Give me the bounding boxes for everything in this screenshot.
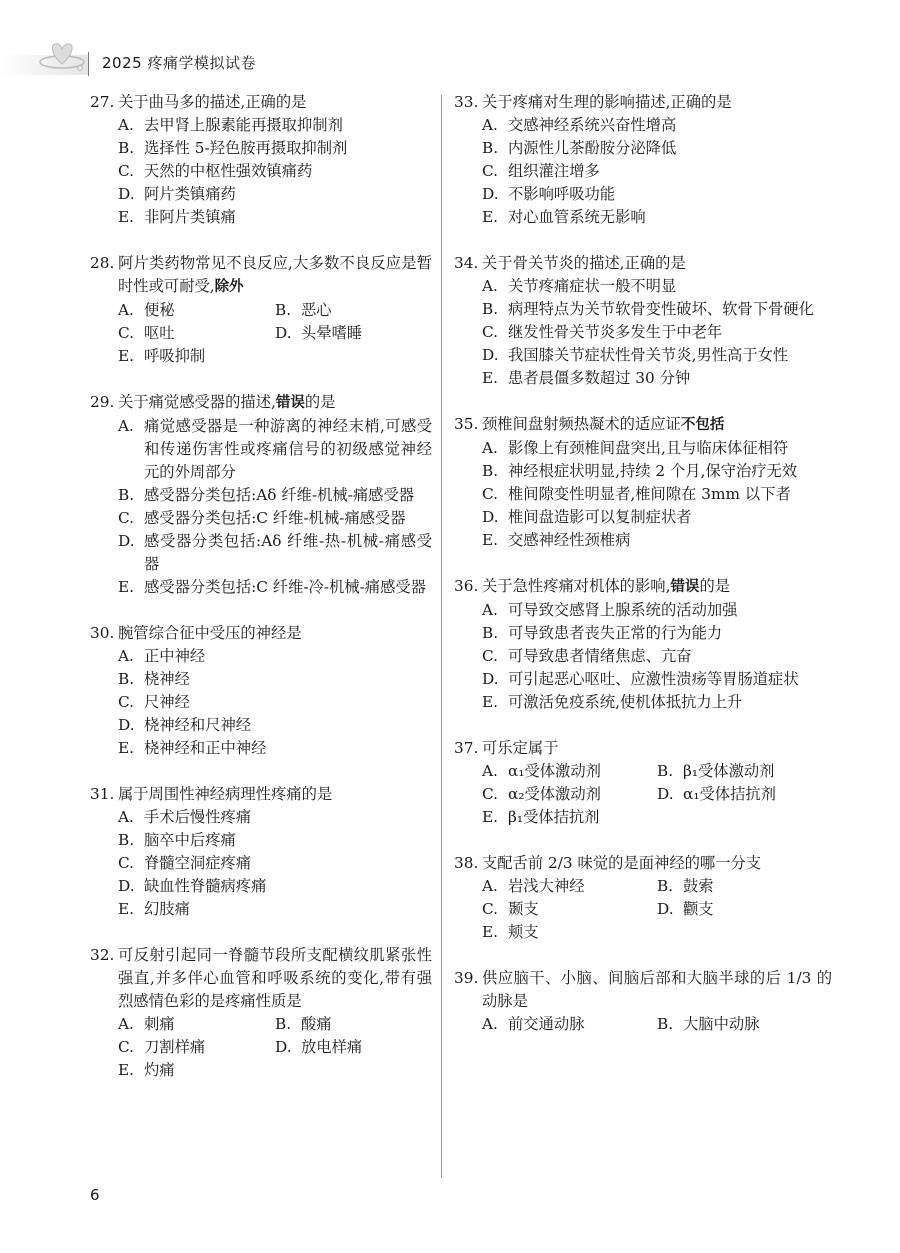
right-column: [454, 91, 832, 1059]
stem-text-main: 可反射引起同一脊髓节段所支配横纹肌紧张性强直,并多伴心血管和呼吸系统的变化,带有强烈感情色彩的是疼痛性质是: [118, 946, 432, 1010]
option: [657, 783, 832, 806]
option-text: 神经根症状明显,持续 2 个月,保守治疗无效: [508, 462, 798, 480]
option-letter: D.: [482, 346, 499, 364]
option: [482, 483, 832, 506]
question-text: [118, 252, 432, 299]
option: [482, 367, 832, 390]
option: [482, 645, 832, 668]
option-text: 不影响呼吸功能: [508, 185, 616, 203]
option: [657, 898, 832, 921]
question-stem: [90, 91, 432, 114]
options-list: [454, 1013, 832, 1036]
option-letter: A.: [118, 647, 134, 665]
stem-text-tail: 的是: [304, 393, 336, 411]
option: [118, 160, 432, 183]
option-text: 感受器分类包括:C 纤维-冷-机械-痛感受器: [144, 578, 426, 596]
option-letter: B.: [657, 877, 674, 895]
option-text: 缺血性脊髓病疼痛: [144, 877, 267, 895]
option: [482, 921, 832, 944]
question-stem: [454, 967, 832, 1013]
option: [275, 1036, 432, 1059]
option-text: 可导致患者情绪焦虑、亢奋: [508, 647, 692, 665]
question: [90, 252, 432, 368]
option-text: 可导致患者丧失正常的行为能力: [508, 624, 723, 642]
option: [118, 829, 432, 852]
options-list: [454, 875, 832, 944]
question-text: [482, 737, 832, 760]
option-text: 鼓索: [683, 877, 714, 895]
question-text: [118, 391, 432, 415]
option-text: 脑卒中后疼痛: [144, 831, 236, 849]
option-text: 患者晨僵多数超过 30 分钟: [508, 369, 691, 387]
options-list: [90, 114, 432, 229]
header-title: 2025 疼痛学模拟试卷: [102, 54, 256, 72]
question-stem: [454, 252, 832, 275]
option-text: β₁受体激动剂: [683, 762, 775, 780]
option: [118, 114, 432, 137]
stem-text-main: 属于周围性神经病理性疼痛的是: [118, 785, 333, 803]
option: [275, 299, 432, 322]
option: [118, 875, 432, 898]
option: [482, 183, 832, 206]
option-text: 椎间隙变性明显者,椎间隙在 3mm 以下者: [508, 485, 791, 503]
option-letter: A.: [482, 439, 498, 457]
question-text: [118, 91, 432, 114]
option-text: 影像上有颈椎间盘突出,且与临床体征相符: [508, 439, 789, 457]
question-text: [482, 575, 832, 599]
option-text: 感受器分类包括:Aδ 纤维-热-机械-痛感受器: [144, 532, 432, 573]
option-text: 对心血管系统无影响: [508, 208, 646, 226]
option: [275, 322, 432, 345]
question-number: 31.: [90, 785, 115, 803]
question-stem: [90, 783, 432, 806]
question-number: 27.: [90, 93, 115, 111]
option-letter: B.: [118, 670, 135, 688]
options-list: [454, 437, 832, 552]
question-stem: [90, 622, 432, 645]
option-text: 放电样痛: [301, 1038, 363, 1056]
option: [118, 691, 432, 714]
option-text: 感受器分类包括:Aδ 纤维-机械-痛感受器: [144, 486, 415, 504]
option: [482, 691, 832, 714]
option-text: 关节疼痛症状一般不明显: [508, 277, 677, 295]
option-letter: C.: [482, 900, 499, 918]
option-text: 可激活免疫系统,使机体抵抗力上升: [508, 693, 743, 711]
option: [118, 737, 432, 760]
option: [118, 1013, 275, 1036]
option: [482, 760, 657, 783]
option: [118, 576, 432, 599]
option: [482, 622, 832, 645]
option-text: 椎间盘造影可以复制症状者: [508, 508, 692, 526]
option-text: 刺痛: [144, 1015, 175, 1033]
option-letter: D.: [482, 508, 499, 526]
option: [482, 506, 832, 529]
option: [482, 460, 832, 483]
option: [118, 714, 432, 737]
option-letter: A.: [118, 116, 134, 134]
option: [482, 783, 657, 806]
option: [118, 484, 432, 507]
option-letter: A.: [482, 601, 498, 619]
stem-text-main: 关于疼痛对生理的影响描述,正确的是: [482, 93, 732, 111]
question-text: [118, 783, 432, 806]
option-letter: C.: [482, 485, 499, 503]
options-list: [90, 299, 432, 368]
option-text: 前交通动脉: [508, 1015, 585, 1033]
option-letter: D.: [275, 324, 292, 342]
option-letter: E.: [482, 531, 499, 549]
option-letter: C.: [482, 785, 499, 803]
question-number: 35.: [454, 415, 479, 433]
question: [454, 575, 832, 714]
option-text: 呕吐: [144, 324, 175, 342]
option-text: 可导致交感肾上腺系统的活动加强: [508, 601, 738, 619]
option-letter: B.: [657, 762, 674, 780]
option-letter: A.: [482, 1015, 498, 1033]
stem-emphasis: 错误: [670, 579, 700, 595]
option-text: 交感神经性颈椎病: [508, 531, 631, 549]
question: [454, 91, 832, 229]
stem-text-main: 颈椎间盘射频热凝术的适应证: [482, 415, 681, 433]
left-column: [90, 91, 432, 1105]
option-text: 脊髓空洞症疼痛: [144, 854, 252, 872]
option-text: 桡神经: [144, 670, 190, 688]
option-letter: D.: [118, 716, 135, 734]
option: [118, 645, 432, 668]
option-letter: C.: [118, 854, 135, 872]
option-text: 头晕嗜睡: [301, 324, 363, 342]
option-text: 颧支: [683, 900, 714, 918]
option-letter: A.: [482, 762, 498, 780]
option-letter: E.: [482, 923, 499, 941]
question-stem: [90, 252, 432, 299]
option-text: 非阿片类镇痛: [144, 208, 236, 226]
question: [454, 737, 832, 829]
option-text: 组织灌注增多: [508, 162, 600, 180]
option: [482, 114, 832, 137]
question: [454, 967, 832, 1036]
option-letter: E.: [482, 369, 499, 387]
question-stem: [454, 91, 832, 114]
option: [482, 875, 657, 898]
question-number: 39.: [454, 969, 479, 987]
header-divider: [88, 52, 89, 76]
question-number: 32.: [90, 946, 115, 964]
option-letter: C.: [482, 323, 499, 341]
question-stem: [454, 737, 832, 760]
page-number: 6: [90, 1186, 100, 1204]
option-text: 天然的中枢性强效镇痛药: [144, 162, 313, 180]
question: [90, 91, 432, 229]
option-text: 幻肢痛: [144, 900, 190, 918]
option: [118, 415, 432, 484]
options-list: [454, 114, 832, 229]
option-letter: D.: [275, 1038, 292, 1056]
question-text: [482, 91, 832, 114]
option-text: β₁受体拮抗剂: [508, 808, 600, 826]
option: [482, 668, 832, 691]
option-letter: E.: [118, 208, 135, 226]
option-text: 颞支: [508, 900, 539, 918]
option-text: 交感神经系统兴奋性增高: [508, 116, 677, 134]
option-text: 灼痛: [144, 1061, 175, 1079]
option-letter: C.: [118, 324, 135, 342]
question-number: 29.: [90, 393, 115, 411]
option: [482, 599, 832, 622]
option: [482, 437, 832, 460]
option-text: 刀割样痛: [144, 1038, 206, 1056]
option: [482, 898, 657, 921]
option-text: 我国膝关节症状性骨关节炎,男性高于女性: [508, 346, 789, 364]
option: [118, 1059, 432, 1082]
option-text: 可引起恶心呕吐、应激性溃疡等胃肠道症状: [508, 670, 799, 688]
options-list: [90, 645, 432, 760]
question-stem: [90, 944, 432, 1013]
option-text: 桡神经和正中神经: [144, 739, 267, 757]
option-letter: E.: [118, 347, 135, 365]
question: [90, 391, 432, 599]
question-stem: [90, 391, 432, 415]
options-list: [454, 599, 832, 714]
option: [118, 806, 432, 829]
question-number: 36.: [454, 577, 479, 595]
option-letter: D.: [482, 670, 499, 688]
stem-text-main: 关于痛觉感受器的描述,: [118, 393, 276, 411]
option-letter: A.: [118, 417, 134, 435]
option-text: 大脑中动脉: [683, 1015, 760, 1033]
stem-text-main: 可乐定属于: [482, 739, 559, 757]
question-number: 38.: [454, 854, 479, 872]
option-text: 呼吸抑制: [144, 347, 206, 365]
stem-emphasis: 除外: [214, 279, 244, 295]
option-letter: E.: [482, 693, 499, 711]
option-letter: E.: [118, 900, 135, 918]
option-letter: E.: [118, 1061, 135, 1079]
option-letter: B.: [118, 139, 135, 157]
option-letter: A.: [482, 877, 498, 895]
question: [454, 852, 832, 944]
option-letter: D.: [118, 877, 135, 895]
option-letter: C.: [482, 647, 499, 665]
option: [482, 529, 832, 552]
option-text: 去甲肾上腺素能再摄取抑制剂: [144, 116, 343, 134]
option-letter: B.: [482, 300, 499, 318]
question-stem: [454, 413, 832, 437]
question: [90, 783, 432, 921]
option-letter: C.: [118, 509, 135, 527]
option-text: 酸痛: [301, 1015, 332, 1033]
option: [118, 898, 432, 921]
option-letter: B.: [275, 1015, 292, 1033]
option-text: 便秘: [144, 301, 175, 319]
option-text: 选择性 5-羟色胺再摄取抑制剂: [144, 139, 348, 157]
option-text: 岩浅大神经: [508, 877, 585, 895]
option: [118, 137, 432, 160]
stem-text-main: 腕管综合征中受压的神经是: [118, 624, 302, 642]
question-text: [118, 944, 432, 1013]
option-text: 感受器分类包括:C 纤维-机械-痛感受器: [144, 509, 406, 527]
options-list: [90, 1013, 432, 1082]
option-text: 桡神经和尺神经: [144, 716, 252, 734]
option-letter: C.: [118, 1038, 135, 1056]
option: [118, 507, 432, 530]
question: [90, 944, 432, 1082]
option-letter: A.: [118, 301, 134, 319]
option: [118, 322, 275, 345]
option: [118, 183, 432, 206]
option-letter: E.: [482, 208, 499, 226]
question-number: 33.: [454, 93, 479, 111]
option-letter: D.: [657, 900, 674, 918]
stem-text-main: 支配舌前 2/3 味觉的是面神经的哪一分支: [482, 854, 762, 872]
option: [482, 137, 832, 160]
option: [118, 345, 432, 368]
option-text: 阿片类镇痛药: [144, 185, 236, 203]
stem-text-main: 关于急性疼痛对机体的影响,: [482, 577, 671, 595]
option-text: 恶心: [301, 301, 332, 319]
option: [118, 852, 432, 875]
option-text: 继发性骨关节炎多发生于中老年: [508, 323, 723, 341]
options-list: [90, 415, 432, 599]
question-number: 34.: [454, 254, 479, 272]
question-stem: [454, 575, 832, 599]
option: [482, 160, 832, 183]
option-letter: B.: [482, 624, 499, 642]
stem-text-tail: 的是: [699, 577, 731, 595]
question-number: 28.: [90, 254, 115, 272]
option-text: 尺神经: [144, 693, 190, 711]
option-letter: A.: [482, 116, 498, 134]
option-text: 颊支: [508, 923, 539, 941]
option-letter: E.: [118, 739, 135, 757]
option-letter: D.: [482, 185, 499, 203]
question-number: 30.: [90, 624, 115, 642]
option: [118, 668, 432, 691]
options-list: [90, 806, 432, 921]
question-number: 37.: [454, 739, 479, 757]
option-letter: D.: [118, 532, 135, 550]
option-text: α₂受体激动剂: [508, 785, 601, 803]
option: [118, 530, 432, 576]
options-list: [454, 760, 832, 829]
option-text: 手术后慢性疼痛: [144, 808, 252, 826]
option-letter: B.: [118, 486, 135, 504]
question-text: [482, 413, 832, 437]
option: [118, 1036, 275, 1059]
option-letter: B.: [275, 301, 292, 319]
option: [482, 298, 832, 321]
stem-text-main: 关于曲马多的描述,正确的是: [118, 93, 307, 111]
option-letter: A.: [118, 1015, 134, 1033]
question-stem: [454, 852, 832, 875]
option: [657, 760, 832, 783]
option: [482, 275, 832, 298]
column-divider: [441, 95, 442, 1178]
question-text: [482, 967, 832, 1013]
option: [657, 1013, 832, 1036]
option-text: α₁受体激动剂: [508, 762, 601, 780]
stem-emphasis: 错误: [275, 395, 305, 411]
option-letter: A.: [118, 808, 134, 826]
stem-text-main: 阿片类药物常见不良反应,大多数不良反应是暂时性或可耐受,: [118, 254, 432, 295]
option-text: α₁受体拮抗剂: [683, 785, 776, 803]
question-text: [482, 252, 832, 275]
option-letter: C.: [118, 162, 135, 180]
options-list: [454, 275, 832, 390]
option: [118, 206, 432, 229]
option-letter: B.: [118, 831, 135, 849]
option-letter: B.: [657, 1015, 674, 1033]
question-text: [482, 852, 832, 875]
option-text: 病理特点为关节软骨变性破坏、软骨下骨硬化: [508, 300, 814, 318]
option-text: 内源性儿茶酚胺分泌降低: [508, 139, 677, 157]
option-letter: D.: [118, 185, 135, 203]
question: [90, 622, 432, 760]
option-letter: B.: [482, 139, 499, 157]
option-text: 正中神经: [144, 647, 206, 665]
option: [482, 806, 832, 829]
option-letter: E.: [482, 808, 499, 826]
option-letter: C.: [118, 693, 135, 711]
question: [454, 413, 832, 552]
option: [275, 1013, 432, 1036]
option: [118, 299, 275, 322]
question: [454, 252, 832, 390]
option: [657, 875, 832, 898]
option-letter: A.: [482, 277, 498, 295]
question-text: [118, 622, 432, 645]
option-letter: D.: [657, 785, 674, 803]
stem-text-main: 供应脑干、小脑、间脑后部和大脑半球的后 1/3 的动脉是: [482, 969, 832, 1010]
option-letter: B.: [482, 462, 499, 480]
option: [482, 344, 832, 367]
logo-icon: [36, 38, 88, 72]
option: [482, 1013, 657, 1036]
option-letter: C.: [482, 162, 499, 180]
option-text: 痛觉感受器是一种游离的神经末梢,可感受和传递伤害性或疼痛信号的初级感觉神经元的外周部分: [144, 417, 432, 481]
option: [482, 321, 832, 344]
option: [482, 206, 832, 229]
option-letter: E.: [118, 578, 135, 596]
stem-text-main: 关于骨关节炎的描述,正确的是: [482, 254, 686, 272]
stem-emphasis: 不包括: [680, 417, 725, 433]
